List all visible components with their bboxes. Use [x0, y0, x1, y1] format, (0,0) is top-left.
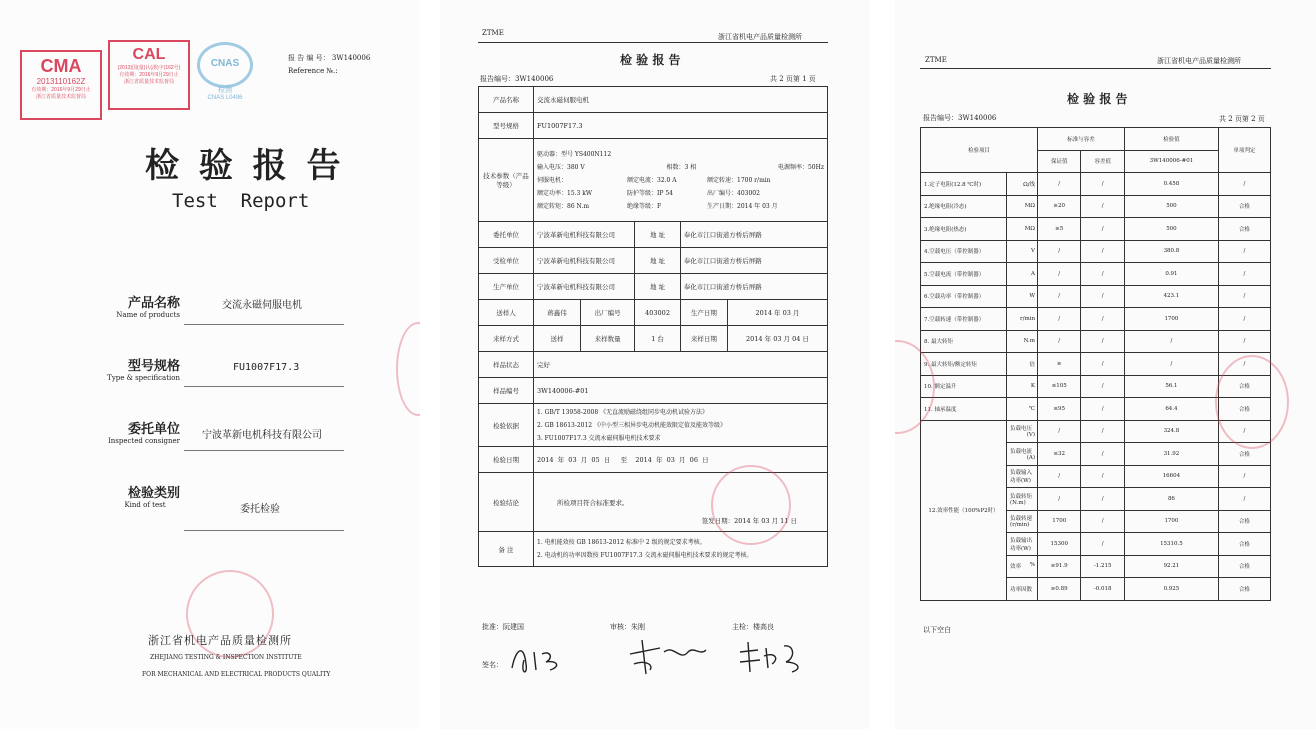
table-row — [479, 404, 828, 447]
group-row-item — [1007, 465, 1038, 488]
table-row — [479, 300, 828, 326]
field-model-label-cn: 型号规格 — [127, 359, 180, 374]
group-row-g: 15300 — [1038, 533, 1081, 556]
signature-inspector — [734, 638, 814, 678]
row-t: / — [1081, 218, 1125, 241]
row-unit: W — [1007, 285, 1038, 308]
head-measured: 检验值 — [1125, 128, 1219, 151]
group-row-v: 31.92 — [1125, 443, 1219, 466]
motor-row-3 — [537, 200, 824, 213]
row-item: 9. 最大转矩/额定转矩 — [921, 353, 1007, 376]
group-row-t: / — [1081, 465, 1125, 488]
report-page-2 — [895, 0, 1316, 729]
qty-label: 来样数量 — [581, 326, 635, 352]
serial-value: 403002 — [635, 300, 680, 326]
row-g: ≤95 — [1038, 398, 1081, 421]
row-g: / — [1038, 173, 1081, 196]
row-g: / — [1038, 285, 1081, 308]
group-row-t: / — [1081, 510, 1125, 533]
rated-power: 额定功率：15.3 kW — [537, 189, 593, 197]
cnas-logo-line2: CNAS L0496 — [207, 95, 243, 101]
group-row-j: 合格 — [1218, 510, 1270, 533]
table-row — [921, 195, 1271, 218]
group-row-t: / — [1081, 533, 1125, 556]
row-unit: ℃ — [1007, 398, 1038, 421]
row-j: 合格 — [1218, 398, 1270, 421]
row-item: 5.空载电流（带控制器） — [921, 263, 1007, 286]
tech-label: 技术参数（产品等级） — [479, 139, 534, 222]
producer-label: 生产单位 — [479, 274, 534, 300]
row-item: 6.空载功率（带控制器） — [921, 285, 1007, 308]
consigner-label: 委托单位 — [479, 222, 534, 248]
row-g: / — [1038, 330, 1081, 353]
row-g: ≥ — [1038, 353, 1081, 376]
cal-stamp-line1: (2013)国(量)认(浙)字(162号) — [117, 65, 181, 71]
row-v: 423.1 — [1125, 285, 1219, 308]
address-label: 地 址 — [635, 222, 680, 248]
row-t: / — [1081, 308, 1125, 331]
group-label: 12.效率性能（100%P2时） — [921, 420, 1007, 600]
table-row — [479, 447, 828, 473]
row-t: / — [1081, 375, 1125, 398]
model-value: FU1007F17.3 — [534, 113, 828, 139]
page2-page-info: 共 2 页第 1 页 — [770, 75, 816, 83]
inspected-value: 宁波革新电机科技有限公司 — [534, 248, 635, 274]
row-j: / — [1218, 308, 1270, 331]
table-row — [921, 240, 1271, 263]
row-g: ≥20 — [1038, 195, 1081, 218]
driver-specs — [537, 161, 824, 174]
group-row-g: / — [1038, 488, 1081, 511]
review-label: 审核：朱刚 — [610, 623, 645, 631]
group-row-name: 负载输入功率(W) — [1010, 470, 1033, 485]
reference-label: Reference №.: — [288, 67, 338, 75]
report-no-value: 3W140006 — [331, 54, 371, 62]
motor-row-2 — [537, 187, 824, 200]
table-row — [921, 263, 1271, 286]
cal-stamp-line3: 浙江省质量技术监督局 — [123, 79, 174, 85]
group-row-item — [1007, 488, 1038, 511]
group-row-j: 合格 — [1218, 555, 1270, 578]
head-tolerance: 容差值 — [1081, 150, 1125, 173]
cma-stamp-title: CMA — [40, 56, 82, 76]
input-voltage: 输入电压：380 V — [537, 163, 585, 171]
table-row — [479, 352, 828, 378]
head-standard: 标准与容差 — [1038, 128, 1125, 151]
basis-item-3: 3. FU1007F17.3 交流永磁伺服电机技术要求 — [537, 434, 661, 442]
page2-header-left: ZTME — [482, 29, 504, 37]
address3-value: 奉化市江口街道方桥后屏路 — [680, 274, 827, 300]
field-kind-label-en: Kind of test — [124, 501, 166, 509]
remark-item-2: 2. 电动机的功率因数按 FU1007F17.3 交流永磁伺服电机技术要求的规定考核。 — [537, 552, 753, 559]
row-j: / — [1218, 240, 1270, 263]
motor-row-1 — [537, 174, 824, 187]
group-row-name: 负载电压 — [1010, 426, 1033, 433]
recvdate-value: 2014 年 03 月 04 日 — [727, 326, 827, 352]
inspected-label: 受检单位 — [479, 248, 534, 274]
basis-item-2: 2. GB 18613-2012 《中小型三相异步电动机能效限定值及能效等级》 — [537, 421, 727, 429]
row-j: / — [1218, 353, 1270, 376]
conclusion-value: 所检项目符合标准要求。 — [557, 498, 629, 507]
proddate-label: 生产日期 — [680, 300, 727, 326]
inspect-label: 主检：楼高良 — [732, 623, 774, 631]
row-v: / — [1125, 353, 1219, 376]
row-j: 合格 — [1218, 218, 1270, 241]
group-row-t: / — [1081, 488, 1125, 511]
page3-report-no: 报告编号：3W140006 — [923, 114, 997, 122]
row-t: / — [1081, 398, 1125, 421]
group-row-item — [1007, 578, 1038, 601]
group-row-t: -0.018 — [1081, 578, 1125, 601]
state-label: 样品状态 — [479, 352, 534, 378]
field-kind-label-cn: 检验类别 — [127, 486, 180, 501]
serial: 出厂编号：403002 — [707, 189, 760, 197]
page2-report-no: 报告编号：3W140006 — [480, 75, 554, 83]
driver-line: 驱动器：型号 YS400N112 — [537, 150, 612, 158]
group-row-t: -1.215 — [1081, 555, 1125, 578]
table-row — [921, 420, 1271, 443]
insulation: 绝缘等级：F — [627, 202, 662, 210]
tech-params — [534, 139, 828, 222]
sender-label: 送样人 — [479, 300, 534, 326]
group-row-v: 0.925 — [1125, 578, 1219, 601]
group-row-name: 负载转矩 (N.m) — [1010, 493, 1033, 506]
row-t: / — [1081, 173, 1125, 196]
group-row-g: ≥91.9 — [1038, 555, 1081, 578]
group-row-j: / — [1218, 465, 1270, 488]
group-row-v: 15310.5 — [1125, 533, 1219, 556]
table-header-row — [921, 128, 1271, 151]
sign-label: 签名： — [482, 661, 503, 669]
group-row-item — [1007, 533, 1038, 556]
cnas-logo-line1: 检测 — [218, 87, 232, 94]
table-row — [479, 113, 828, 139]
address3-label: 地 址 — [635, 274, 680, 300]
cnas-logo — [196, 42, 254, 112]
phase: 相数：3 相 — [666, 163, 697, 171]
cma-stamp-line2: 有效期：2016年9月29日止 — [31, 87, 91, 93]
group-row-name: 负载转速 (r/min) — [1010, 516, 1033, 529]
field-product — [100, 292, 180, 319]
row-j: / — [1218, 173, 1270, 196]
row-item: 2.绝缘电阻(冷态) — [921, 195, 1007, 218]
group-row-j: 合格 — [1218, 578, 1270, 601]
page2-info-table — [478, 86, 828, 567]
table-row — [921, 218, 1271, 241]
group-row-v: 324.8 — [1125, 420, 1219, 443]
row-g: ≥5 — [1038, 218, 1081, 241]
sampleno-value: 3W140006-#01 — [534, 378, 828, 404]
edge-seal-left — [396, 322, 420, 416]
group-row-v: 92.21 — [1125, 555, 1219, 578]
row-v: 380.8 — [1125, 240, 1219, 263]
field-model-value: FU1007F17.3 — [233, 362, 300, 373]
group-row-v: 86 — [1125, 488, 1219, 511]
row-t: / — [1081, 263, 1125, 286]
signature-reviewer — [620, 634, 710, 679]
model-label: 型号规格 — [479, 113, 534, 139]
consigner-value: 宁波革新电机科技有限公司 — [534, 222, 635, 248]
row-v: 500 — [1125, 218, 1219, 241]
table-row — [921, 330, 1271, 353]
group-row-g: ≤32 — [1038, 443, 1081, 466]
group-row-v: 1700 — [1125, 510, 1219, 533]
table-row — [921, 308, 1271, 331]
report-number-block — [288, 53, 370, 63]
row-t: / — [1081, 285, 1125, 308]
table-row — [479, 222, 828, 248]
table-row — [921, 353, 1271, 376]
method-label: 来样方式 — [479, 326, 534, 352]
group-row-name: 功率因数 — [1010, 586, 1033, 593]
page2-title: 检 验 报 告 — [620, 53, 681, 67]
report-no-label: 报 告 编 号： — [288, 54, 330, 62]
row-unit: K — [1007, 375, 1038, 398]
field-product-label-cn: 产品名称 — [127, 296, 180, 311]
row-g: / — [1038, 263, 1081, 286]
signature-approver — [506, 640, 576, 680]
proddate-value: 2014 年 03 月 — [727, 300, 827, 326]
sampleno-label: 样品编号 — [479, 378, 534, 404]
cnas-logo-title: CNAS — [210, 58, 240, 69]
field-consigner-label-en: Inspected consigner — [107, 437, 180, 445]
field-consigner — [85, 418, 180, 445]
table-row — [479, 326, 828, 352]
row-unit: N.m — [1007, 330, 1038, 353]
group-row-name: 负载电流 — [1010, 448, 1033, 455]
group-row-j: / — [1218, 488, 1270, 511]
cal-stamp-line2: 有效期：2016年9月29日止 — [119, 72, 179, 78]
row-item: 7.空载转速（带控制器） — [921, 308, 1007, 331]
page3-page-info: 共 2 页第 2 页 — [1219, 115, 1265, 123]
product-label: 产品名称 — [479, 87, 534, 113]
row-j: / — [1218, 285, 1270, 308]
row-t: / — [1081, 330, 1125, 353]
field-model-label-en: Type & specification — [107, 374, 180, 382]
table-row — [479, 274, 828, 300]
motor-label: 伺服电机： — [537, 176, 568, 184]
address-value: 奉化市江口街道方桥后屏路 — [680, 222, 827, 248]
head-judge: 单项判定 — [1218, 128, 1270, 173]
rated-current: 额定电流：32.0 A — [627, 176, 677, 184]
row-v: 0.91 — [1125, 263, 1219, 286]
table-row — [921, 173, 1271, 196]
group-row-unit: (V) — [1026, 432, 1035, 439]
state-value: 完好 — [534, 352, 828, 378]
table-row — [479, 87, 828, 113]
row-v: 1700 — [1125, 308, 1219, 331]
basis-label: 检验依据 — [479, 404, 534, 447]
rated-torque: 额定转矩：86 N.m — [537, 202, 590, 210]
row-unit: 倍 — [1007, 353, 1038, 376]
conclusion-label: 检验结论 — [479, 473, 534, 532]
row-item: 10. 额定温升 — [921, 375, 1007, 398]
group-row-g: ≥0.89 — [1038, 578, 1081, 601]
row-t: / — [1081, 353, 1125, 376]
page2-header-right: 浙江省机电产品质量检测所 — [718, 33, 802, 41]
prod-date: 生产日期：2014 年 03 月 — [707, 202, 778, 210]
protection: 防护等级：IP 54 — [627, 189, 673, 197]
remark-label: 备 注 — [479, 532, 534, 567]
row-item: 11. 轴承温度 — [921, 398, 1007, 421]
field-consigner-value: 宁波革新电机科技有限公司 — [202, 430, 322, 441]
producer-value: 宁波革新电机科技有限公司 — [534, 274, 635, 300]
serial-label: 出厂编号 — [581, 300, 635, 326]
method-value: 送样 — [534, 326, 581, 352]
cal-stamp-title: CAL — [132, 46, 166, 63]
row-v: 500 — [1125, 195, 1219, 218]
row-j: 合格 — [1218, 375, 1270, 398]
field-model — [85, 355, 180, 382]
row-v: 0.458 — [1125, 173, 1219, 196]
page3-title: 检 验 报 告 — [1067, 92, 1128, 106]
report-seal — [711, 465, 791, 545]
row-unit: r/min — [1007, 308, 1038, 331]
group-row-unit: % — [1029, 562, 1035, 569]
row-unit: MΩ — [1007, 218, 1038, 241]
date-label: 检验日期 — [479, 447, 534, 473]
page3-header-left: ZTME — [925, 56, 947, 64]
page3-footer: 以下空白 — [923, 626, 951, 634]
field-kind-value: 委托检验 — [240, 504, 280, 515]
row-item: 8. 最大转矩 — [921, 330, 1007, 353]
group-row-v: 16604 — [1125, 465, 1219, 488]
row-item: 4.空载电压（带控制器） — [921, 240, 1007, 263]
field-consigner-label-cn: 委托单位 — [127, 422, 180, 437]
group-row-item — [1007, 510, 1038, 533]
table-row — [479, 473, 828, 532]
row-j: / — [1218, 330, 1270, 353]
field-product-value: 交流永磁伺服电机 — [222, 300, 302, 311]
row-unit: Ω/线 — [1007, 173, 1038, 196]
sender-value: 蒋鑫伟 — [534, 300, 581, 326]
table-row — [479, 139, 828, 222]
row-item: 3.绝缘电阻(热态) — [921, 218, 1007, 241]
field-product-label-en: Name of products — [116, 311, 180, 319]
cma-stamp — [20, 50, 102, 120]
row-unit: MΩ — [1007, 195, 1038, 218]
address2-label: 地 址 — [635, 248, 680, 274]
institute-name-en2: FOR MECHANICAL AND ELECTRICAL PRODUCTS QUALITY — [142, 671, 331, 678]
group-row-g: / — [1038, 420, 1081, 443]
row-t: / — [1081, 195, 1125, 218]
recvdate-label: 来样日期 — [680, 326, 727, 352]
group-row-item — [1007, 443, 1038, 466]
head-sample: 3W140006-#01 — [1125, 150, 1219, 173]
row-v: 56.1 — [1125, 375, 1219, 398]
remark-list — [534, 532, 828, 567]
head-guarantee: 保证值 — [1038, 150, 1081, 173]
group-row-t: / — [1081, 443, 1125, 466]
power-freq: 电源频率：50Hz — [777, 163, 824, 171]
group-row-g: 1700 — [1038, 510, 1081, 533]
group-row-item — [1007, 555, 1038, 578]
group-row-item — [1007, 420, 1038, 443]
row-unit: V — [1007, 240, 1038, 263]
cover-title-en: Test Report — [172, 190, 310, 212]
group-row-unit: (A) — [1026, 454, 1035, 461]
row-v: / — [1125, 330, 1219, 353]
edge-seal-page3 — [1215, 355, 1289, 449]
row-g: / — [1038, 240, 1081, 263]
issue-date: 签发日期：2014 年 03 月 11 日 — [701, 517, 797, 525]
basis-list — [534, 404, 828, 447]
cma-stamp-line3: 浙江省质量技术监督局 — [35, 94, 86, 100]
group-row-name: 效率 — [1010, 564, 1022, 571]
conclusion-cell — [534, 473, 828, 532]
group-row-j: 合格 — [1218, 533, 1270, 556]
cover-page — [0, 0, 420, 729]
group-row-j: 合格 — [1218, 443, 1270, 466]
table-row — [921, 285, 1271, 308]
row-item: 1.定子电阻(12.8 ℃时) — [921, 173, 1007, 196]
field-kind — [100, 482, 180, 509]
date-value: 2014 年 03 月 05 日 至 2014 年 03 月 06 日 — [534, 447, 828, 473]
group-row-t: / — [1081, 420, 1125, 443]
group-row-name: 负载输出功率(W) — [1010, 537, 1033, 552]
row-g: / — [1038, 308, 1081, 331]
row-v: 64.4 — [1125, 398, 1219, 421]
row-j: / — [1218, 263, 1270, 286]
page3-header-right: 浙江省机电产品质量检测所 — [1157, 57, 1241, 65]
row-unit: A — [1007, 263, 1038, 286]
row-g: ≤105 — [1038, 375, 1081, 398]
page3-test-table — [920, 127, 1271, 601]
basis-item-1: 1. GB/T 13958-2008 《无直流励磁绕组同步电动机试验方法》 — [537, 408, 709, 416]
cal-stamp — [108, 40, 190, 110]
approve-label: 批准：阮建国 — [482, 623, 524, 631]
row-t: / — [1081, 240, 1125, 263]
cover-title-cn: 检 验 报 告 — [145, 146, 345, 186]
cma-stamp-line1: 2013110162Z — [36, 77, 86, 86]
qty-value: 1 台 — [635, 326, 680, 352]
address2-value: 奉化市江口街道方桥后屏路 — [680, 248, 827, 274]
product-value: 交流永磁伺服电机 — [534, 87, 828, 113]
institute-name-cn: 浙江省机电产品质量检测所 — [148, 634, 292, 647]
report-page-1 — [440, 0, 870, 729]
group-row-g: / — [1038, 465, 1081, 488]
rated-speed: 额定转速：1700 r/min — [707, 176, 771, 184]
remark-item-1: 1. 电机能效按 GB 18613-2012 标准中 2 级的规定要求考核。 — [537, 539, 706, 546]
table-row — [479, 248, 828, 274]
head-item: 检验项目 — [921, 128, 1038, 173]
table-row — [479, 378, 828, 404]
institute-name-en1: ZHEJIANG TESTING & INSPECTION INSTITUTE — [150, 654, 302, 661]
group-row-j: / — [1218, 420, 1270, 443]
row-j: 合格 — [1218, 195, 1270, 218]
